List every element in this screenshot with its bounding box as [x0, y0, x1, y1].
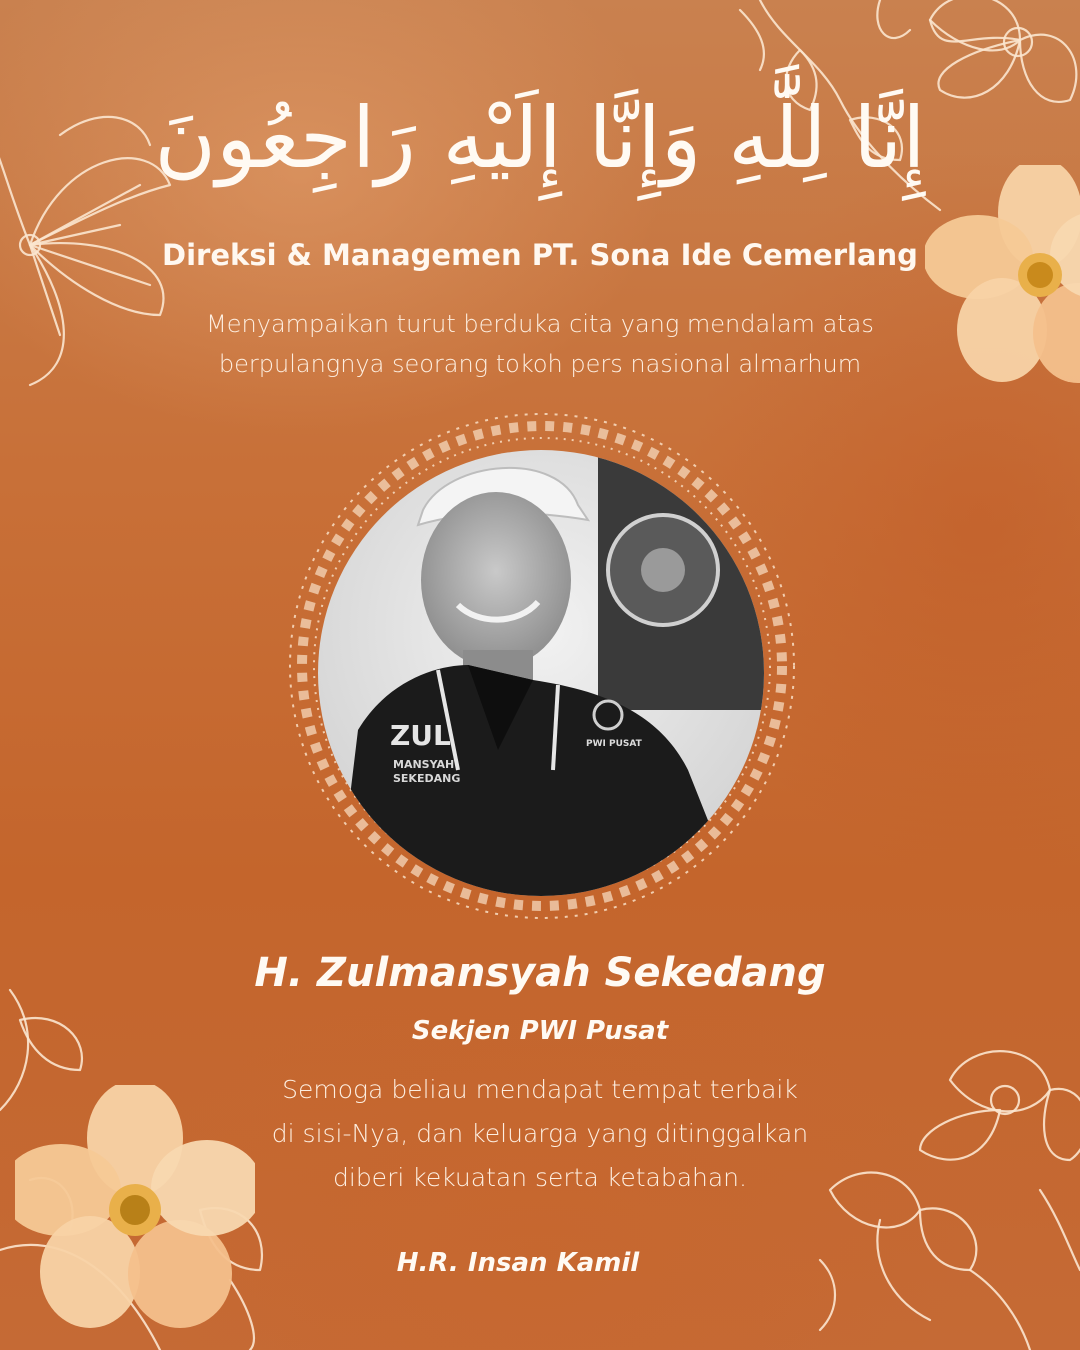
deceased-name: H. Zulmansyah Sekedang: [254, 950, 826, 996]
jacket-name-text: MANSYAH: [393, 758, 455, 771]
flower-line-art-icon: [800, 1020, 1080, 1350]
jacket-name-text: SEKEDANG: [393, 772, 461, 785]
intro-text: [190, 304, 890, 384]
intro-line: berpulangnya seorang tokoh pers nasional almarhum: [218, 350, 862, 378]
watercolor-flower-icon: [15, 1085, 255, 1335]
intro-line: Menyampaikan turut berduka cita yang mendalam atas: [206, 310, 874, 338]
prayer-line: di sisi-Nya, dan keluarga yang ditinggalkan: [271, 1119, 809, 1148]
prayer-text: [240, 1068, 840, 1200]
prayer-line: diberi kekuatan serta ketabahan.: [333, 1163, 747, 1192]
watercolor-flower-icon: [925, 165, 1080, 390]
portrait-photo: [318, 450, 764, 896]
deceased-role: Sekjen PWI Pusat: [411, 1016, 669, 1046]
organization-name: Direksi & Managemen PT. Sona Ide Cemerlang: [162, 238, 918, 272]
jacket-badge-text: PWI PUSAT: [586, 739, 642, 749]
jacket-name-text: ZUL: [390, 719, 451, 752]
arabic-calligraphy: إِنَّا لِلَّٰهِ وَإِنَّا إِلَيْهِ رَاجِعُونَ: [154, 89, 926, 187]
signer-name: H.R. Insan Kamil: [396, 1248, 640, 1278]
prayer-line: Semoga beliau mendapat tempat terbaik: [282, 1075, 798, 1104]
